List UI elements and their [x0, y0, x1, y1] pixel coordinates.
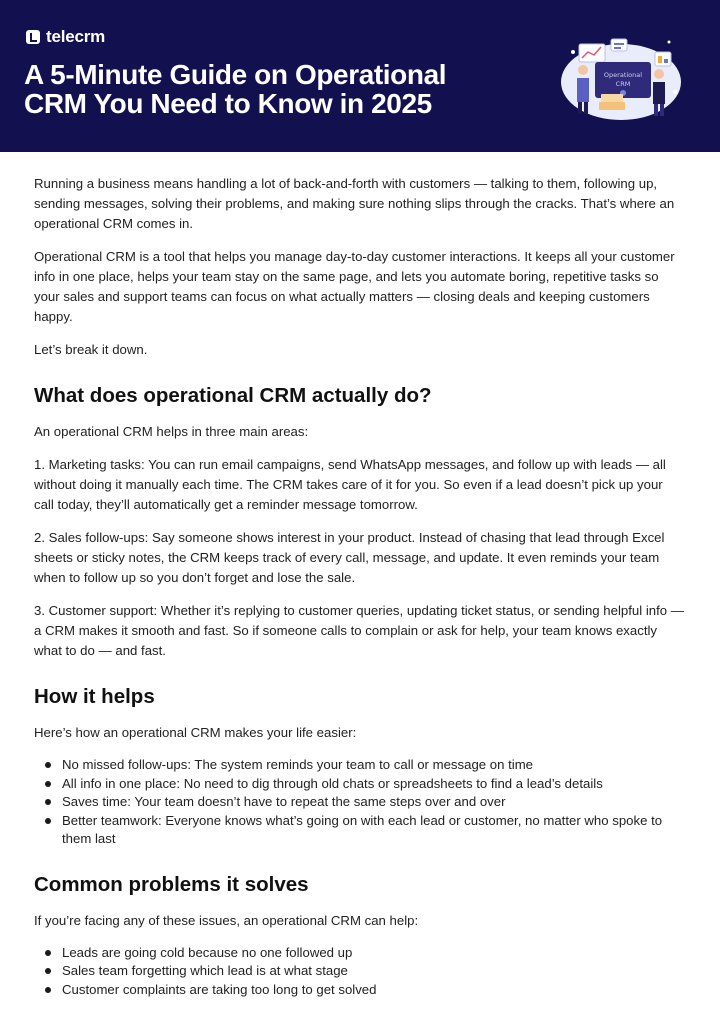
- page-title: A 5-Minute Guide on Operational CRM You Need to Know in 2025: [24, 59, 447, 119]
- list-item: Customer complaints are taking too long to get solved: [62, 981, 686, 1000]
- telecrm-logo-icon: [26, 30, 40, 44]
- list-item: Leads are going cold because no one followed up: [62, 944, 686, 963]
- illustration-label-1: Operational: [603, 71, 643, 79]
- intro-paragraph: Let’s break it down.: [34, 342, 148, 357]
- section-lead: If you’re facing any of these issues, an operational CRM can help:: [34, 912, 419, 928]
- brand-name: telecrm: [46, 27, 106, 46]
- operational-crm-illustration: [555, 30, 683, 122]
- problems-list: [34, 944, 686, 1000]
- section-lead: An operational CRM helps in three main areas:: [34, 424, 309, 439]
- section-heading-common-problems: Common problems it solves: [34, 872, 309, 896]
- section-heading-what-it-does: What does operational CRM actually do?: [34, 384, 432, 407]
- numbered-point: 2. Sales follow-ups: Say someone shows interest in your product. Instead of chasing that lead through Excel sheets or sticky notes, the CRM keeps track of every call, message, and update. It even reminds your team when to follow up so you don’t forget and lose the sale.: [34, 530, 665, 585]
- benefits-list: [34, 756, 686, 849]
- list-item: No missed follow-ups: The system reminds your team to call or message on time: [62, 756, 686, 775]
- header-banner: [0, 0, 720, 152]
- list-item: All info in one place: No need to dig through old chats or spreadsheets to find a lead’s details: [62, 775, 686, 794]
- article-body: [0, 152, 720, 999]
- brand-logo[interactable]: [26, 27, 105, 47]
- list-item: Sales team forgetting which lead is at what stage: [62, 962, 686, 981]
- section-lead: Here’s how an operational CRM makes your life easier:: [34, 725, 357, 740]
- intro-paragraph: Operational CRM is a tool that helps you manage day-to-day customer interactions. It keeps all your customer info in one place, helps your team stay on the same page, and lets you automate boring, repetitive tasks so your sales and support teams can focus on what actually matters — closing deals and keeping customers happy.: [34, 249, 675, 324]
- numbered-point: 1. Marketing tasks: You can run email campaigns, send WhatsApp messages, and follow up with leads — all without doing it manually each time. The CRM takes care of it for you. So even if a lead doesn’t pick up your call today, they’ll automatically get a reminder message tomorrow.: [34, 457, 666, 512]
- numbered-point: 3. Customer support: Whether it’s replying to customer queries, updating ticket status, or sending helpful info — a CRM makes it smooth and fast. So if someone calls to complain or ask for help, your team knows exactly what to do — and fast.: [34, 603, 684, 658]
- section-heading-how-it-helps: How it helps: [34, 685, 155, 708]
- illustration-label-2: CRM: [615, 80, 631, 88]
- list-item: Better teamwork: Everyone knows what’s going on with each lead or customer, no matter who spoke to them last: [62, 812, 686, 849]
- list-item: Saves time: Your team doesn’t have to repeat the same steps over and over: [62, 793, 686, 812]
- intro-paragraph: Running a business means handling a lot of back-and-forth with customers — talking to them, following up, sending messages, solving their problems, and making sure nothing slips through the cracks. That’s where an operational CRM comes in.: [34, 176, 675, 231]
